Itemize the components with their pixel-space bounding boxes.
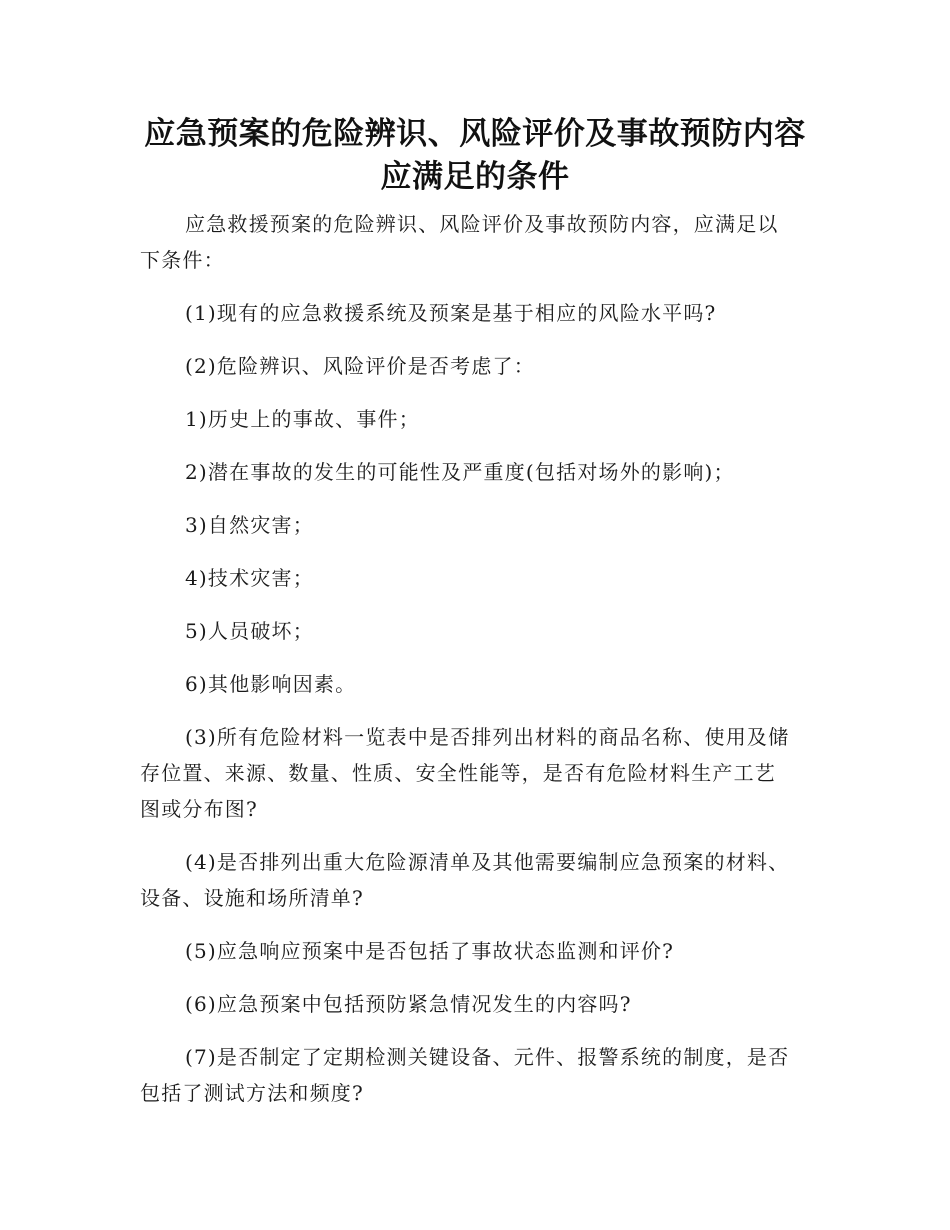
sub-item-2: 2)潜在事故的发生的可能性及严重度(包括对场外的影响)；	[185, 460, 735, 484]
item-4-line-2: 设备、设施和场所清单?	[140, 886, 364, 910]
sub-item-5: 5)人员破坏；	[185, 619, 314, 643]
item-6: (6)应急预案中包括预防紧急情况发生的内容吗?	[185, 992, 632, 1016]
item-3-line-1: (3)所有危险材料一览表中是否排列出材料的商品名称、使用及储	[185, 725, 790, 749]
sub-item-1: 1)历史上的事故、事件；	[185, 407, 420, 431]
sub-item-3: 3)自然灾害；	[185, 513, 314, 537]
item-3-line-3: 图或分布图?	[140, 797, 258, 821]
item-5: (5)应急响应预案中是否包括了事故状态监测和评价?	[185, 939, 675, 963]
sub-item-4: 4)技术灾害；	[185, 566, 314, 590]
intro-paragraph-line-1: 应急救援预案的危险辨识、风险评价及事故预防内容，应满足以	[185, 212, 779, 236]
intro-paragraph-line-2: 下条件：	[140, 248, 225, 272]
sub-item-6: 6)其他影响因素。	[185, 672, 357, 696]
item-2: (2)危险辨识、风险评价是否考虑了：	[185, 354, 535, 378]
item-3-line-2: 存位置、来源、数量、性质、安全性能等，是否有危险材料生产工艺	[140, 761, 776, 785]
document-title-line-1: 应急预案的危险辨识、风险评价及事故预防内容	[144, 116, 806, 152]
item-7-line-1: (7)是否制定了定期检测关键设备、元件、报警系统的制度，是否	[185, 1045, 790, 1069]
document-title-line-2: 应满足的条件	[380, 159, 570, 195]
item-7-line-2: 包括了测试方法和频度?	[140, 1081, 364, 1105]
item-4-line-1: (4)是否排列出重大危险源清单及其他需要编制应急预案的材料、	[185, 850, 790, 874]
item-1: (1)现有的应急救援系统及预案是基于相应的风险水平吗?	[185, 301, 717, 325]
